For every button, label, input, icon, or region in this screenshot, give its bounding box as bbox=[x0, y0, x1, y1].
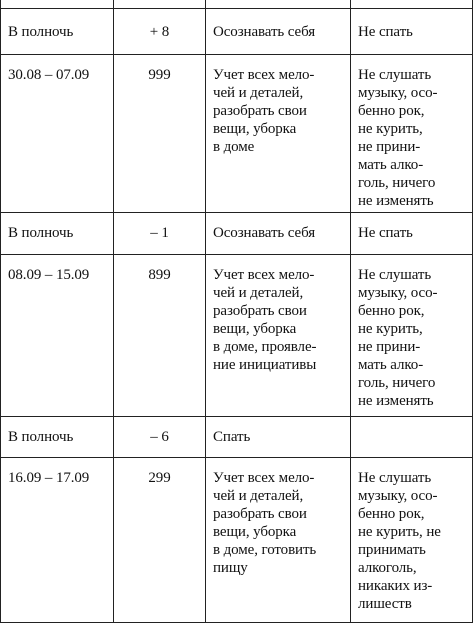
shift-cell: – 6 bbox=[114, 417, 206, 458]
number-cell: 899 bbox=[114, 255, 206, 417]
date-range-cell: 08.09 – 15.09 bbox=[1, 255, 114, 417]
table-top-stub-row bbox=[1, 0, 473, 9]
restriction-cell bbox=[351, 417, 473, 458]
shift-cell: – 1 bbox=[114, 213, 206, 255]
date-range-cell: 30.08 – 07.09 bbox=[1, 55, 114, 213]
table-row bbox=[1, 417, 473, 458]
table-row bbox=[1, 9, 473, 55]
goal-cell: Осознавать себя bbox=[206, 9, 351, 55]
number-cell: 299 bbox=[114, 458, 206, 623]
time-cell: В полночь bbox=[1, 213, 114, 255]
stub-cell bbox=[351, 0, 473, 9]
restrictions-cell: Не слушать музыку, осо- бенно рок, не курить, не принимать алкоголь, никаких из- лишеств bbox=[351, 458, 473, 623]
number-cell: 999 bbox=[114, 55, 206, 213]
stub-cell bbox=[1, 0, 114, 9]
table-row bbox=[1, 458, 473, 623]
time-cell: В полночь bbox=[1, 417, 114, 458]
time-cell: В полночь bbox=[1, 9, 114, 55]
tasks-cell: Учет всех мело- чей и деталей, разобрать свои вещи, уборка в доме bbox=[206, 55, 351, 213]
table-row bbox=[1, 213, 473, 255]
restriction-cell: Не спать bbox=[351, 213, 473, 255]
restriction-cell: Не спать bbox=[351, 9, 473, 55]
restrictions-cell: Не слушать музыку, осо- бенно рок, не курить, не прини- мать алко- голь, ничего не изменять bbox=[351, 255, 473, 417]
restrictions-cell: Не слушать музыку, осо- бенно рок, не курить, не прини- мать алко- голь, ничего не изменять bbox=[351, 55, 473, 213]
stub-cell bbox=[206, 0, 351, 9]
table-row bbox=[1, 255, 473, 417]
table-row bbox=[1, 55, 473, 213]
tasks-cell: Учет всех мело- чей и деталей, разобрать свои вещи, уборка в доме, готовить пищу bbox=[206, 458, 351, 623]
goal-cell: Спать bbox=[206, 417, 351, 458]
tasks-cell: Учет всех мело- чей и деталей, разобрать свои вещи, уборка в доме, проявле- ние инициативы bbox=[206, 255, 351, 417]
date-range-cell: 16.09 – 17.09 bbox=[1, 458, 114, 623]
shift-cell: + 8 bbox=[114, 9, 206, 55]
stub-cell bbox=[114, 0, 206, 9]
goal-cell: Осознавать себя bbox=[206, 213, 351, 255]
